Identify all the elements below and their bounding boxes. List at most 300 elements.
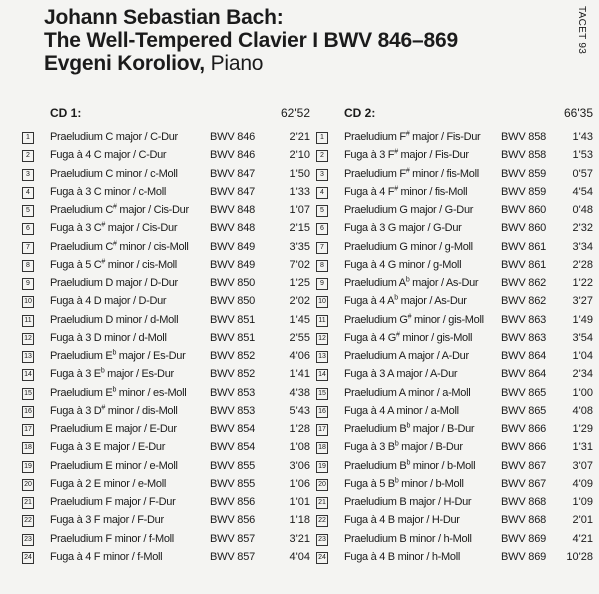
track-row [316,329,593,347]
track-number-box: 2 [22,150,34,162]
track-duration: 4'38 [289,386,310,399]
accidental-mark: # [407,312,412,320]
track-title-text: Praeludium F major / F-Dur [50,496,176,508]
track-title-text: Fuga à 2 E minor / e-Moll [50,477,166,490]
track-duration: 0'48 [572,204,593,216]
track-title [344,493,471,511]
track-row [316,438,593,456]
track-row [316,146,593,164]
track-title-text: Praeludium E minor / e-Moll [50,459,178,472]
bwv-number: BWV 866 [501,423,547,435]
accidental-mark: b [100,367,105,375]
track-row [316,311,593,329]
cd2-total-duration: 66'35 [564,106,593,120]
track-row [316,256,593,274]
track-number-box: 4 [316,187,328,199]
track-row [316,347,593,365]
track-number-box: 15 [316,388,328,400]
track-duration: 1'25 [289,277,310,289]
track-number-box: 22 [316,515,328,527]
track-duration: 4'06 [289,350,310,362]
track-duration: 4'08 [572,404,593,417]
track-title-key: major / Cis-Dur [116,204,189,216]
track-number-box: 24 [316,552,328,564]
track-row [22,183,310,201]
bwv-number: BWV 857 [210,550,256,563]
track-number-box: 19 [22,461,34,473]
track-title [50,457,178,475]
track-duration: 4'09 [572,477,593,490]
bwv-number: BWV 863 [501,331,547,344]
track-title-text: Praeludium C major / C-Dur [50,131,178,143]
track-row [22,457,310,475]
track-duration: 1'06 [289,477,310,490]
track-title-text: Fuga à 3 D minor / d-Moll [50,331,167,344]
accidental-mark: # [396,331,400,339]
accidental-mark: # [101,404,106,412]
track-duration: 1'45 [289,313,310,326]
track-number-box: 17 [316,424,328,436]
track-duration: 1'08 [289,441,310,454]
track-row [22,384,310,402]
track-duration: 3'06 [289,459,310,472]
track-title [344,511,460,529]
track-number-box: 7 [316,242,328,254]
track-row [22,238,310,256]
track-number-box: 5 [316,205,328,217]
bwv-number: BWV 854 [210,423,256,435]
track-duration: 1'53 [572,149,593,162]
bwv-number: BWV 861 [501,258,547,271]
track-title-key: minor / b-Moll [410,459,476,472]
bwv-number: BWV 849 [210,258,256,271]
track-row [22,256,310,274]
bwv-number: BWV 859 [501,185,547,198]
track-row [22,511,310,529]
track-title-text: Praeludium E [50,350,113,362]
catalog-number: TACET 93 [576,6,587,55]
track-title [50,365,174,383]
bwv-number: BWV 850 [210,277,256,289]
track-row [22,292,310,310]
track-number-box: 14 [316,369,328,381]
track-number-box: 11 [22,315,34,327]
track-number-box: 7 [22,242,34,254]
track-duration: 1'04 [572,350,593,362]
bwv-number: BWV 858 [501,131,547,143]
track-title [50,292,166,310]
track-title-text: Fuga à 3 A major / A-Dur [344,368,458,381]
track-title [50,256,177,274]
track-title [344,238,473,256]
bwv-number: BWV 859 [501,167,547,180]
track-title [50,128,178,146]
track-title [344,402,459,420]
bwv-number: BWV 848 [210,222,256,235]
track-title-key: major / Es-Dur [116,350,186,362]
track-number-box: 3 [22,169,34,181]
track-title-text: Praeludium G [344,313,408,326]
track-duration: 1'01 [289,496,310,508]
bwv-number: BWV 848 [210,204,256,216]
track-title-text: Praeludium E [50,386,113,399]
bwv-number: BWV 851 [210,331,256,344]
bwv-number: BWV 869 [501,532,547,545]
track-title [344,438,463,456]
track-row [316,219,593,237]
track-duration: 3'27 [572,295,593,308]
track-title-key: major / Fis-Dur [397,149,469,162]
track-row [22,329,310,347]
track-number-box: 18 [22,442,34,454]
track-duration: 3'07 [572,459,593,472]
track-title [50,311,178,329]
accidental-mark: # [405,130,410,138]
track-row [22,402,310,420]
track-row [316,475,593,493]
track-title [50,438,165,456]
track-number-box: 18 [316,442,328,454]
track-number-box: 13 [22,351,34,363]
track-row [22,165,310,183]
track-title-text: Fuga à 4 F [344,185,395,198]
track-title-text: Praeludium A major / A-Dur [344,350,469,362]
track-number-box: 6 [22,223,34,235]
track-title [50,384,186,402]
track-title [50,493,175,511]
track-row [316,238,593,256]
track-number-box: 6 [316,223,328,235]
track-title-key: minor / gis-Moll [399,331,473,344]
track-number-box: 17 [22,424,34,436]
track-row [316,402,593,420]
track-title-text: Fuga à 4 B major / H-Dur [344,514,460,527]
performer-name: Evgeni Koroliov, [44,52,205,75]
track-title [344,201,473,219]
bwv-number: BWV 846 [210,149,256,162]
track-title [50,347,186,365]
track-row [22,420,310,438]
accidental-mark: # [113,239,117,247]
track-title [344,311,484,329]
track-title-text: Fuga à 4 D major / D-Dur [50,295,167,308]
accidental-mark: # [405,166,410,174]
bwv-number: BWV 858 [501,149,547,162]
cd2-tracklist [316,106,593,566]
track-title [50,219,177,237]
bwv-number: BWV 865 [501,404,547,417]
track-row [22,548,310,566]
bwv-number: BWV 869 [501,550,547,563]
bwv-number: BWV 847 [210,185,256,198]
composer-title: Johann Sebastian Bach: [44,6,284,29]
bwv-number: BWV 852 [210,368,256,381]
track-row [316,493,593,511]
track-title [50,548,162,566]
cd2-label: CD 2: [344,106,376,120]
bwv-number: BWV 855 [210,459,256,472]
track-title [50,475,166,493]
track-title-text: Fuga à 3 E [50,368,101,381]
bwv-number: BWV 846 [210,131,256,143]
track-title-text: Fuga à 3 C [50,222,102,235]
track-title-key: minor / es-Moll [116,386,187,399]
track-duration: 1'41 [289,368,310,381]
accidental-mark: # [101,221,106,229]
track-title [344,146,469,164]
track-title [344,420,474,438]
track-title-key: major / Fis-Dur [409,131,481,143]
track-row [316,183,593,201]
track-title [50,146,166,164]
track-title-text: Praeludium B major / H-Dur [344,496,472,508]
track-duration: 1'50 [289,167,310,180]
track-title [50,201,189,219]
track-duration: 2'32 [572,222,593,235]
bwv-number: BWV 853 [210,404,256,417]
track-title-text: Praeludium F [344,131,406,143]
track-duration: 1'00 [572,386,593,399]
track-title [50,530,174,548]
track-title-text: Fuga à 4 A [344,295,395,308]
accidental-mark: b [112,349,117,357]
accidental-mark: # [394,148,398,156]
track-title-text: Praeludium D minor / d-Moll [50,313,179,326]
track-row [22,201,310,219]
track-duration: 3'21 [289,532,310,545]
track-duration: 2'21 [289,131,310,143]
track-title-text: Fuga à 5 C [50,258,102,271]
work-title: The Well-Tempered Clavier I BWV 846–869 [44,29,458,52]
track-title-text: Fuga à 3 B [344,441,395,454]
track-duration: 1'28 [289,423,310,435]
track-duration: 1'49 [572,313,593,326]
track-number-box: 23 [316,534,328,546]
track-row [316,511,593,529]
bwv-number: BWV 864 [501,350,547,362]
track-number-box: 20 [316,479,328,491]
bwv-number: BWV 850 [210,295,256,308]
track-number-box: 11 [316,315,328,327]
track-duration: 2'28 [572,258,593,271]
track-duration: 7'02 [289,258,310,271]
track-title-text: Fuga à 3 F major / F-Dur [50,514,164,527]
track-duration: 10'28 [566,550,593,563]
track-title [344,329,472,347]
track-number-box: 1 [22,132,34,144]
track-title-text: Fuga à 5 B [344,477,395,490]
track-title-key: minor / b-Moll [398,477,464,490]
bwv-number: BWV 867 [501,459,547,472]
bwv-number: BWV 863 [501,313,547,326]
track-number-box: 21 [22,497,34,509]
track-row [22,274,310,292]
track-number-box: 23 [22,534,34,546]
track-duration: 2'15 [289,222,310,235]
track-title-key: minor / dis-Moll [105,404,178,417]
track-title-text: Fuga à 4 G [344,331,397,344]
track-row [22,347,310,365]
track-title [344,530,472,548]
track-title [50,183,166,201]
track-title-key: minor / gis-Moll [411,313,484,326]
track-duration: 2'10 [289,149,310,162]
bwv-number: BWV 853 [210,386,256,399]
track-title [344,347,469,365]
track-row [22,530,310,548]
bwv-number: BWV 868 [501,496,547,508]
track-title [50,420,177,438]
track-row [22,128,310,146]
bwv-number: BWV 849 [210,240,256,253]
bwv-number: BWV 856 [210,496,256,508]
track-row [22,493,310,511]
track-title-text: Fuga à 4 G minor / g-Moll [344,258,462,271]
track-title [344,457,475,475]
track-title [344,292,467,310]
track-title-key: minor / fis-Moll [409,167,479,180]
track-title [344,128,480,146]
bwv-number: BWV 854 [210,441,256,454]
track-title [344,165,479,183]
track-row [316,457,593,475]
bwv-number: BWV 868 [501,514,547,527]
track-row [22,311,310,329]
track-row [22,146,310,164]
track-title [344,183,467,201]
track-number-box: 4 [22,187,34,199]
track-title-key: major / B-Dur [410,423,475,435]
track-title [344,256,461,274]
track-row [316,201,593,219]
track-row [316,274,593,292]
track-row [22,219,310,237]
track-row [316,548,593,566]
track-title-key: major / B-Dur [398,441,463,454]
track-number-box: 5 [22,205,34,217]
track-number-box: 16 [316,406,328,418]
track-title [344,548,460,566]
bwv-number: BWV 866 [501,441,547,454]
track-title-key: minor / cis-Moll [105,258,177,271]
track-title-key: major / Es-Dur [104,368,174,381]
track-duration: 3'34 [572,240,593,253]
track-duration: 1'29 [572,423,593,435]
track-title [344,219,462,237]
track-title-text: Fuga à 3 D [50,404,102,417]
track-title-key: minor / fis-Moll [397,185,468,198]
track-title-text: Praeludium A minor / a-Moll [344,386,471,399]
accidental-mark: b [405,276,410,284]
bwv-number: BWV 865 [501,386,547,399]
track-number-box: 10 [316,296,328,308]
track-duration: 2'55 [289,331,310,344]
bwv-number: BWV 855 [210,477,256,490]
track-title [344,274,478,292]
track-row [316,420,593,438]
track-row [316,530,593,548]
bwv-number: BWV 861 [501,240,547,253]
track-title [344,384,470,402]
track-number-box: 1 [316,132,328,144]
track-title-text: Praeludium E major / E-Dur [50,423,177,435]
track-title-key: major / As-Dur [397,295,467,308]
track-title [50,402,178,420]
track-duration: 4'54 [572,185,593,198]
accidental-mark: b [406,422,411,430]
track-number-box: 2 [316,150,328,162]
track-duration: 1'18 [289,514,310,527]
accidental-mark: b [112,385,117,393]
bwv-number: BWV 851 [210,313,256,326]
bwv-number: BWV 857 [210,532,256,545]
track-title-text: Fuga à 4 C major / C-Dur [50,149,167,162]
bwv-number: BWV 867 [501,477,547,490]
track-duration: 5'43 [289,404,310,417]
track-title [50,238,189,256]
bwv-number: BWV 862 [501,277,547,289]
track-number-box: 16 [22,406,34,418]
track-number-box: 9 [22,278,34,290]
accidental-mark: # [101,258,106,266]
track-row [22,475,310,493]
track-title [50,165,178,183]
track-title-text: Praeludium C [50,240,114,253]
track-number-box: 22 [22,515,34,527]
bwv-number: BWV 860 [501,222,547,235]
track-number-box: 20 [22,479,34,491]
track-duration: 2'01 [572,514,593,527]
track-row [316,292,593,310]
track-title-text: Praeludium A [344,277,406,289]
track-duration: 0'57 [572,167,593,180]
track-title [50,329,167,347]
track-title-text: Praeludium F [344,167,406,180]
track-title-text: Fuga à 4 A minor / a-Moll [344,404,459,417]
track-title-text: Praeludium G minor / g-Moll [344,240,473,253]
track-title-key: minor / cis-Moll [116,240,189,253]
track-duration: 1'07 [289,204,310,216]
track-title-text: Praeludium C [50,204,114,216]
track-title [50,511,164,529]
track-duration: 3'35 [289,240,310,253]
bwv-number: BWV 862 [501,295,547,308]
track-title-text: Praeludium B minor / h-Moll [344,532,472,545]
track-number-box: 24 [22,552,34,564]
bwv-number: BWV 847 [210,167,256,180]
track-title-text: Fuga à 3 C minor / c-Moll [50,185,166,198]
track-row [316,365,593,383]
track-title-text: Praeludium C minor / c-Moll [50,167,178,180]
track-title-text: Fuga à 3 F [344,149,395,162]
track-row [316,165,593,183]
accidental-mark: b [394,294,398,302]
track-duration: 4'04 [289,550,310,563]
track-duration: 1'33 [289,185,310,198]
track-duration: 1'43 [572,131,593,143]
track-number-box: 12 [316,333,328,345]
booklet-header [44,6,458,75]
track-duration: 1'09 [572,496,593,508]
track-duration: 1'22 [572,277,593,289]
cd2-header [316,106,593,128]
track-duration: 3'54 [572,331,593,344]
cd1-total-duration: 62'52 [281,106,310,120]
track-number-box: 10 [22,296,34,308]
track-title-key: major / As-Dur [409,277,479,289]
track-title-text: Fuga à 4 F minor / f-Moll [50,550,163,563]
track-number-box: 13 [316,351,328,363]
